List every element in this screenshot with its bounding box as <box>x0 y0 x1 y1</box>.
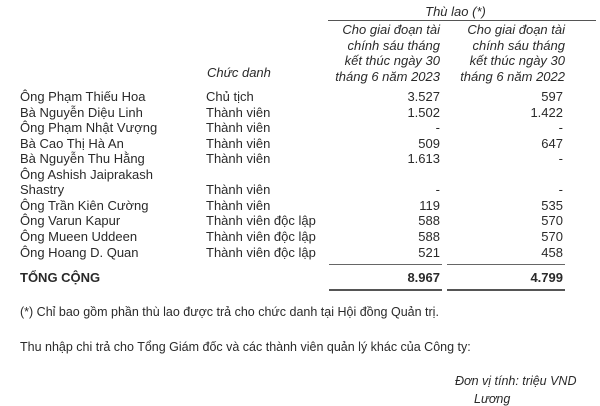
total-line-2022 <box>447 289 565 291</box>
column-header-2022: Cho giai đoạn tài chính sáu tháng kết thúc ngày 30 tháng 6 năm 2022 <box>460 22 565 84</box>
member-role: Chủ tịch <box>206 89 254 104</box>
value-2023: 588 <box>418 213 440 228</box>
remuneration-group-header: Thù lao (*) <box>425 4 486 19</box>
total-2022: 4.799 <box>530 270 563 285</box>
table-row <box>0 89 600 105</box>
value-2022: 570 <box>541 213 563 228</box>
member-name: Ông Hoang D. Quan <box>20 245 139 260</box>
table-row <box>0 120 600 136</box>
total-line-2023 <box>329 289 442 291</box>
header-divider <box>328 20 596 21</box>
member-role: Thành viên <box>206 120 271 135</box>
income-intro: Thu nhập chi trả cho Tổng Giám đốc và các thành viên quản lý khác của Công ty: <box>20 340 471 354</box>
member-role: Thành viên độc lập <box>206 245 316 260</box>
member-name: Bà Nguyễn Diệu Linh <box>20 104 143 120</box>
table-row <box>0 136 600 152</box>
value-2022: - <box>558 120 563 135</box>
table-row <box>0 167 600 183</box>
member-role: Thành viên <box>206 197 271 213</box>
value-2023: 509 <box>418 135 440 151</box>
value-2022: 647 <box>541 135 563 151</box>
unit-label: Đơn vị tính: triệu VND <box>455 374 577 388</box>
table-row <box>0 229 600 245</box>
value-2022: - <box>558 182 563 197</box>
table-row <box>0 151 600 167</box>
value-2022: 1.422 <box>530 104 563 120</box>
value-2023: - <box>435 120 440 135</box>
value-2023: 588 <box>418 228 440 244</box>
value-2023: 1.502 <box>407 104 440 120</box>
table-row <box>0 105 600 121</box>
member-role: Thành viên <box>206 151 271 166</box>
value-2023: - <box>435 182 440 197</box>
value-2022: 458 <box>541 245 563 260</box>
table-row <box>0 182 600 198</box>
member-role: Thành viên độc lập <box>206 228 316 244</box>
member-name: Shastry <box>20 182 65 197</box>
value-2023: 521 <box>418 245 440 260</box>
footnote: (*) Chỉ bao gồm phần thù lao được trả cho chức danh tại Hội đồng Quản trị. <box>20 305 439 319</box>
member-name: Ông Phạm Thiếu Hoa <box>20 89 146 104</box>
member-name: Bà Cao Thị Hà An <box>20 135 124 151</box>
column-header-2023: Cho giai đoạn tài chính sáu tháng kết thúc ngày 30 tháng 6 năm 2023 <box>335 22 440 84</box>
member-role: Thành viên <box>206 135 271 151</box>
total-2023: 8.967 <box>407 270 440 285</box>
value-2023: 3.527 <box>407 89 440 104</box>
total-row <box>0 270 600 286</box>
value-2022: 597 <box>541 89 563 104</box>
value-2023: 1.613 <box>407 151 440 166</box>
member-name: Ông Trần Kiên Cường <box>20 197 149 213</box>
table-row <box>0 198 600 214</box>
member-name: Ông Phạm Nhật Vượng <box>20 120 158 135</box>
member-name: Ông Mueen Uddeen <box>20 228 138 244</box>
member-role: Thành viên <box>206 104 271 120</box>
total-label: TỔNG CỘNG <box>20 270 101 285</box>
cutoff-column-label: Lương <box>474 392 511 406</box>
title-column-header: Chức danh <box>207 65 271 80</box>
member-role: Thành viên độc lập <box>206 213 316 228</box>
value-2022: - <box>558 151 563 166</box>
value-2022: 570 <box>541 228 563 244</box>
member-name: Bà Nguyễn Thu Hằng <box>20 151 145 166</box>
member-name: Ông Varun Kapur <box>20 213 121 228</box>
value-2022: 535 <box>541 197 563 213</box>
value-2023: 119 <box>419 197 440 213</box>
table-row <box>0 213 600 229</box>
member-name: Ông Ashish Jaiprakash <box>20 166 153 182</box>
subtotal-line-2023 <box>329 264 442 265</box>
subtotal-line-2022 <box>447 264 565 265</box>
member-role: Thành viên <box>206 182 271 197</box>
table-row <box>0 245 600 261</box>
